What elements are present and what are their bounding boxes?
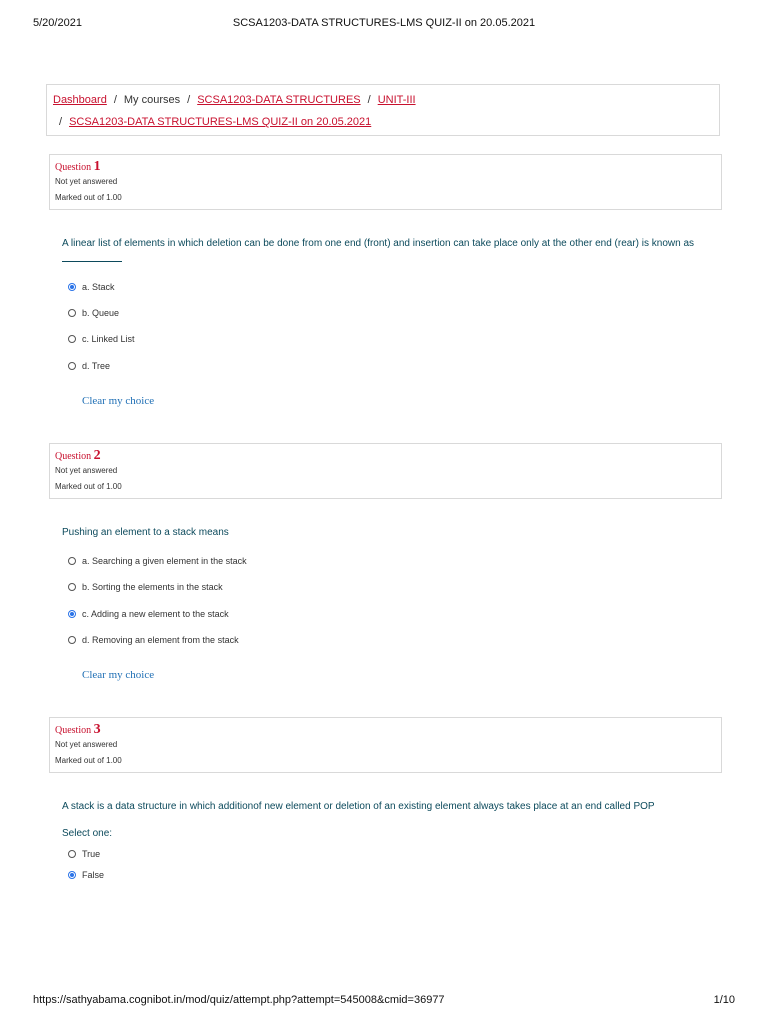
question-number: 1 [93, 159, 101, 174]
q2-option-c[interactable] [68, 607, 229, 621]
question-info-1 [49, 154, 722, 210]
print-doc-title: SCSA1203-DATA STRUCTURES-LMS QUIZ-II on 20.05.2021 [232, 17, 536, 29]
question-state: Not yet answered [55, 740, 118, 749]
question-text: A linear list of elements in which deletion can be done from one end (front) and insertion can take place only at the other end (rear) is known as [62, 238, 695, 249]
question-info-3 [49, 717, 722, 773]
radio-unchecked-icon[interactable] [68, 850, 76, 858]
breadcrumb-separator: / [113, 94, 117, 106]
answer-blank [62, 251, 122, 262]
option-label: d. Removing an element from the stack [82, 635, 239, 645]
q1-option-b[interactable] [68, 306, 119, 320]
radio-unchecked-icon[interactable] [68, 583, 76, 591]
question-marks: Marked out of 1.00 [55, 193, 122, 202]
print-footer [33, 994, 735, 1008]
q1-option-d[interactable] [68, 359, 110, 373]
question-marks: Marked out of 1.00 [55, 482, 122, 491]
breadcrumb-separator: / [59, 116, 63, 128]
breadcrumb-quiz-link[interactable]: SCSA1203-DATA STRUCTURES-LMS QUIZ-II on 20.05.2021 [69, 116, 372, 128]
q2-option-d[interactable] [68, 633, 239, 647]
option-label: False [82, 870, 105, 880]
question-state: Not yet answered [55, 177, 118, 186]
option-label: a. Searching a given element in the stack [82, 556, 247, 566]
question-label: Question [55, 162, 92, 173]
clear-choice-link-2[interactable]: Clear my choice [82, 669, 155, 681]
q2-option-a[interactable] [68, 554, 247, 568]
breadcrumb-separator: / [187, 94, 191, 106]
breadcrumb-separator: / [367, 94, 371, 106]
radio-checked-icon[interactable] [68, 283, 76, 291]
question-title [55, 722, 721, 737]
q1-option-a[interactable] [68, 280, 115, 294]
breadcrumb-course-link[interactable]: SCSA1203-DATA STRUCTURES [197, 94, 361, 106]
question-text-2: Pushing an element to a stack means [62, 527, 229, 538]
radio-checked-icon[interactable] [68, 871, 76, 879]
option-label: b. Sorting the elements in the stack [82, 582, 223, 592]
question-state: Not yet answered [55, 466, 118, 475]
breadcrumb-unit-link[interactable]: UNIT-III [377, 94, 416, 106]
option-label: True [82, 849, 101, 859]
q3-option-false[interactable] [68, 868, 104, 882]
print-date: 5/20/2021 [33, 17, 82, 29]
question-marks: Marked out of 1.00 [55, 756, 122, 765]
radio-unchecked-icon[interactable] [68, 362, 76, 370]
question-label: Question [55, 725, 92, 736]
question-number: 3 [93, 722, 101, 737]
option-label: b. Queue [82, 308, 120, 318]
option-label: c. Adding a new element to the stack [82, 609, 229, 619]
question-info-2 [49, 443, 722, 499]
radio-unchecked-icon[interactable] [68, 309, 76, 317]
question-title [55, 448, 721, 463]
radio-unchecked-icon[interactable] [68, 335, 76, 343]
option-label: d. Tree [82, 361, 111, 371]
select-one-label: Select one: [62, 828, 113, 839]
q3-option-true[interactable] [68, 847, 100, 861]
clear-choice-link-1[interactable]: Clear my choice [82, 395, 155, 407]
radio-unchecked-icon[interactable] [68, 636, 76, 644]
radio-checked-icon[interactable] [68, 610, 76, 618]
option-label: a. Stack [82, 282, 115, 292]
question-label: Question [55, 451, 92, 462]
question-text-1 [62, 236, 702, 267]
breadcrumb [46, 84, 720, 136]
question-text-3: A stack is a data structure in which additionof new element or deletion of an existing element always takes place at an end called POP [62, 801, 655, 812]
q2-option-b[interactable] [68, 580, 223, 594]
question-title [55, 159, 721, 174]
print-url: https://sathyabama.cognibot.in/mod/quiz/attempt.php?attempt=545008&cmid=36977 [33, 994, 445, 1006]
print-page-number: 1/10 [713, 994, 735, 1006]
radio-unchecked-icon[interactable] [68, 557, 76, 565]
question-number: 2 [93, 448, 101, 463]
q1-option-c[interactable] [68, 332, 135, 346]
breadcrumb-dashboard-link[interactable]: Dashboard [53, 94, 107, 106]
option-label: c. Linked List [82, 334, 135, 344]
print-header [33, 17, 735, 31]
breadcrumb-my-courses: My courses [123, 94, 181, 106]
